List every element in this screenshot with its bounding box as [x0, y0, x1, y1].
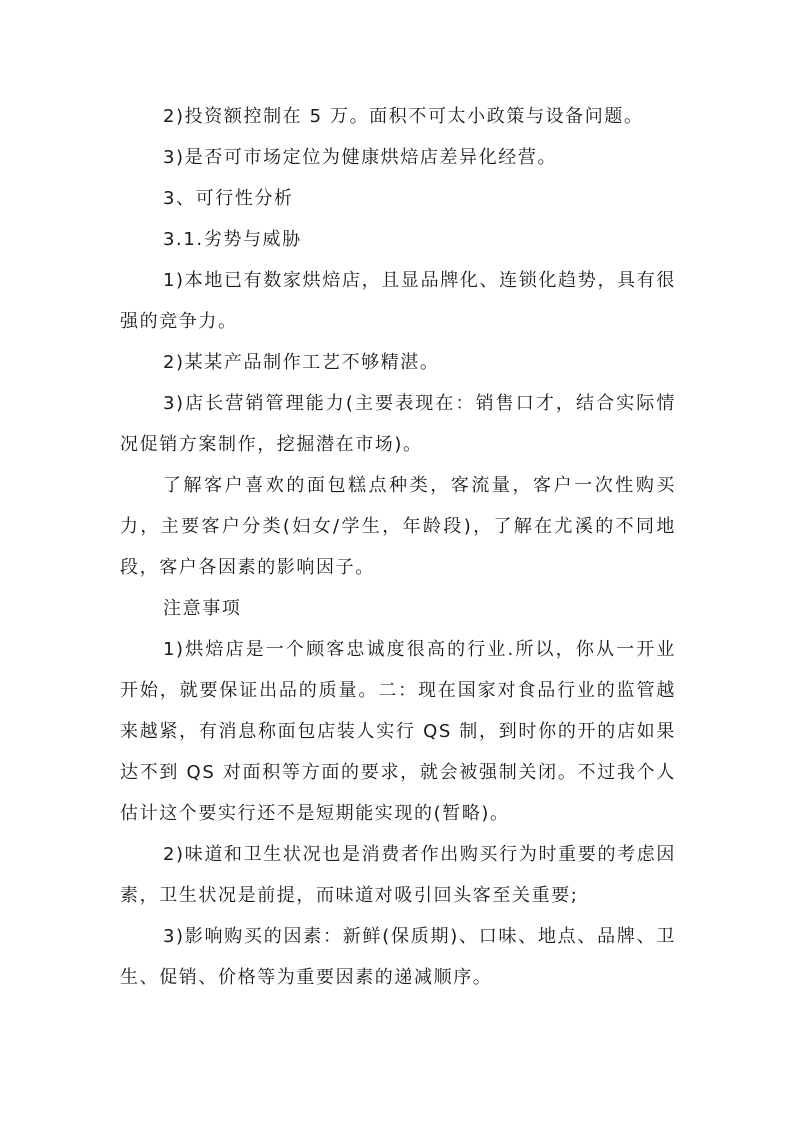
paragraph-craftsmanship: 2)某某产品制作工艺不够精湛。: [163, 352, 440, 373]
paragraph-market-positioning: 3)是否可市场定位为健康烘焙店差异化经营。: [163, 147, 558, 168]
paragraph-manager-ability: 3)店长营销管理能力(主要表现在：销售口才，结合实际情况促销方案制作，挖掘潜在市场)。: [120, 393, 676, 455]
section-heading-notes: 注意事项: [163, 598, 242, 619]
paragraph-local-competition: 1)本地已有数家烘焙店，且显品牌化、连锁化趋势，具有很强的竞争力。: [120, 270, 676, 332]
paragraph-investment-limit: 2)投资额控制在 5 万。面积不可太小政策与设备问题。: [163, 106, 644, 127]
paragraph-purchase-factors: 3)影响购买的因素：新鲜(保质期)、口味、地点、品牌、卫生、促销、价格等为重要因素的递减顺序。: [120, 926, 676, 988]
subsection-heading-weaknesses-threats: 3.1.劣势与威胁: [163, 229, 302, 250]
document-body: [120, 96, 676, 998]
paragraph-taste-hygiene: 2)味道和卫生状况也是消费者作出购买行为时重要的考虑因素，卫生状况是前提，而味道对吸引回头客至关重要;: [120, 844, 676, 906]
paragraph-quality-loyalty: 1)烘焙店是一个顾客忠诚度很高的行业.所以，你从一开业开始，就要保证出品的质量。二：现在国家对食品行业的监管越来越紧，有消息称面包店装人实行 QS 制，到时你的开的店如果达不到 QS 对面积等方面的要求，就会被强制关闭。不过我个人估计这个要实行还不是短期能实现的(暂略)。: [120, 639, 676, 824]
paragraph-customer-research: 了解客户喜欢的面包糕点种类，客流量，客户一次性购买力，主要客户分类(妇女/学生，年龄段)，了解在尤溪的不同地段，客户各因素的影响因子。: [120, 475, 676, 578]
section-heading-feasibility: 3、可行性分析: [163, 188, 294, 209]
